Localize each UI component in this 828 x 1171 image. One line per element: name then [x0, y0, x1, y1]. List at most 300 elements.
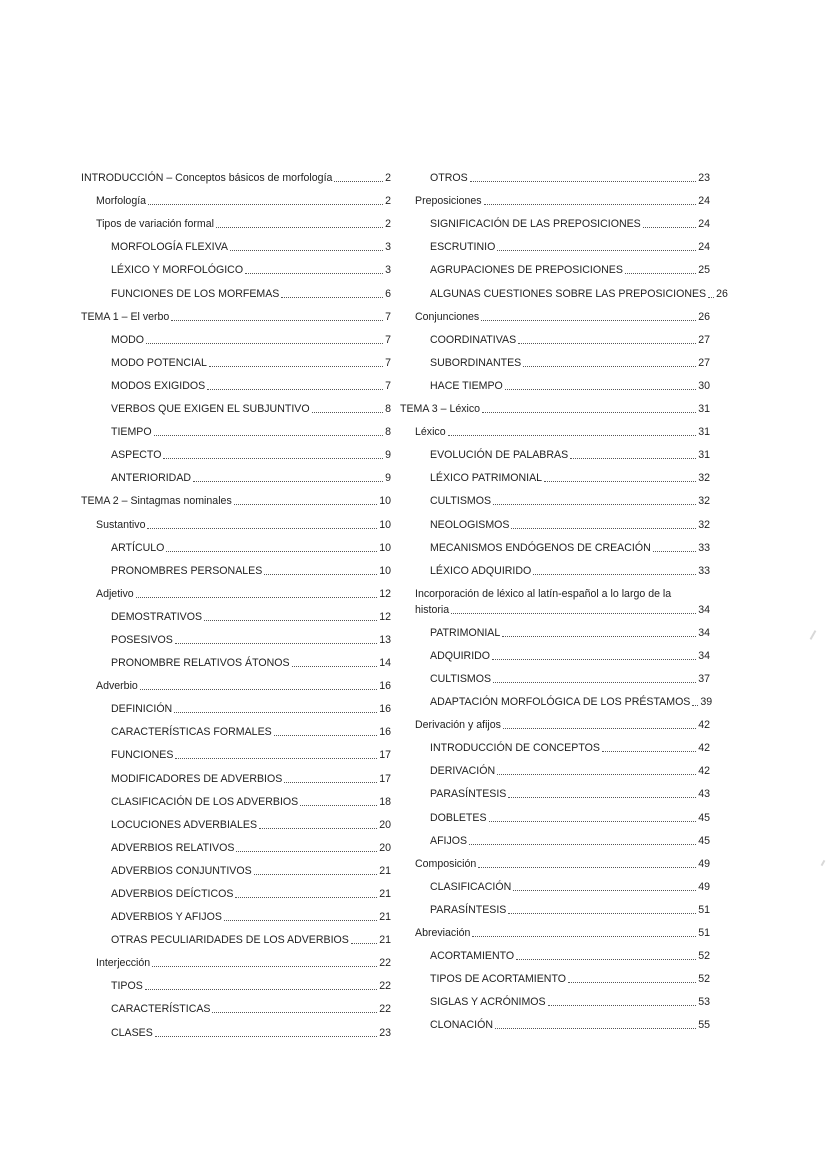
toc-page-number: 51: [698, 927, 710, 939]
toc-page-number: 33: [698, 541, 710, 554]
toc-page-number: 25: [698, 264, 710, 277]
dot-leader: [259, 827, 377, 829]
toc-page-number: 33: [698, 564, 710, 577]
toc-page-number: 14: [379, 657, 391, 670]
toc-entry-title: DOBLETES: [430, 811, 487, 824]
toc-entry[interactable]: [400, 277, 728, 300]
toc-entry-title: ACORTAMIENTO: [430, 950, 515, 963]
toc-page-number: 31: [698, 403, 710, 416]
toc-entry-title: ADAPTACIÓN MORFOLÓGICA DE LOS PRÉSTAMOS: [430, 696, 691, 709]
toc-entry[interactable]: [81, 439, 391, 462]
toc-page-number: 16: [379, 680, 391, 693]
toc-page-number: 31: [698, 426, 710, 439]
toc-page-number: 12: [379, 587, 391, 600]
toc-entry[interactable]: [81, 555, 391, 578]
toc-entry[interactable]: [81, 901, 391, 924]
toc-page-number: 30: [698, 379, 710, 392]
toc-page-number: 10: [379, 564, 391, 577]
toc-entry[interactable]: [81, 324, 391, 347]
toc-entry[interactable]: [81, 924, 391, 947]
toc-page-number: 2: [385, 195, 391, 208]
toc-entry[interactable]: [400, 231, 710, 254]
toc-page-number: 21: [379, 934, 391, 947]
toc-page-number: 23: [698, 172, 710, 185]
dot-leader: [146, 342, 383, 344]
toc-entry-title: MORFOLOGÍA FLEXIVA: [111, 241, 228, 254]
toc-entry[interactable]: [81, 670, 391, 693]
toc-page-number: 42: [698, 742, 710, 755]
toc-entry-title: PARASÍNTESIS: [430, 903, 507, 916]
dot-leader: [155, 1035, 377, 1037]
dot-leader: [166, 550, 377, 552]
toc-entry-title: HACE TIEMPO: [430, 379, 503, 392]
dot-leader: [175, 642, 377, 644]
toc-entry-title: Conjunciones: [415, 310, 480, 323]
toc-entry-title: SUBORDINANTES: [430, 356, 522, 369]
toc-entry[interactable]: [81, 393, 391, 416]
dot-leader: [653, 550, 696, 552]
dot-leader: [212, 1011, 377, 1013]
toc-page-number: 32: [698, 472, 710, 485]
toc-entry-title: Léxico: [415, 426, 446, 439]
toc-entry[interactable]: [81, 947, 391, 970]
toc-entry-title: PRONOMBRE RELATIVOS ÁTONOS: [111, 657, 290, 670]
dot-leader: [469, 843, 696, 845]
toc-entry-title: Incorporación de léxico al latín-español a lo largo de la: [415, 587, 672, 600]
toc-page-number: 16: [379, 703, 391, 716]
toc-entry[interactable]: [81, 416, 391, 439]
toc-entry-title: CULTISMOS: [430, 672, 492, 685]
toc-page-number: 18: [379, 795, 391, 808]
dot-leader: [216, 226, 383, 228]
toc-entry[interactable]: [400, 755, 710, 778]
toc-page-number: 51: [698, 903, 710, 916]
dot-leader: [470, 180, 697, 182]
toc-page-number: 21: [379, 888, 391, 900]
toc-right-column: [400, 162, 728, 1032]
toc-entry-title: MODOS EXIGIDOS: [111, 379, 206, 392]
toc-entry-title: ADVERBIOS Y AFIJOS: [111, 911, 222, 924]
toc-page-number: 22: [379, 980, 391, 993]
toc-entry-title: Tipos de variación formal: [96, 218, 214, 231]
toc-page-number: 8: [385, 403, 391, 416]
toc-entry[interactable]: [81, 254, 391, 277]
dot-leader: [508, 912, 696, 914]
toc-entry[interactable]: [81, 693, 391, 716]
toc-entry[interactable]: [400, 663, 710, 686]
dot-leader: [235, 896, 377, 898]
toc-page-number: 10: [379, 495, 391, 508]
toc-entry[interactable]: [400, 686, 713, 709]
dot-leader: [692, 704, 698, 706]
toc-page-number: 39: [700, 696, 713, 709]
toc-page-number: 13: [379, 633, 391, 646]
toc-page-number: 24: [698, 241, 710, 254]
toc-entry-title: TEMA 3 – Léxico: [400, 403, 481, 416]
dot-leader: [495, 1027, 696, 1029]
toc-entry-title: COORDINATIVAS: [430, 333, 517, 346]
toc-entry[interactable]: [400, 208, 710, 231]
dot-leader: [264, 573, 377, 575]
toc-page-number: 2: [385, 172, 391, 185]
toc-entry[interactable]: [400, 917, 710, 940]
toc-entry-title: TEMA 1 – El verbo: [81, 310, 170, 323]
toc-page-number: 42: [698, 765, 710, 778]
toc-page-number: 23: [379, 1026, 391, 1039]
toc-entry[interactable]: [81, 301, 391, 324]
toc-entry-title: SIGLAS Y ACRÓNIMOS: [430, 996, 546, 1009]
toc-entry-title: INTRODUCCIÓN – Conceptos básicos de morfología: [81, 172, 333, 185]
dot-leader: [497, 249, 696, 251]
toc-page-number: 6: [385, 287, 391, 300]
toc-entry[interactable]: [400, 963, 710, 986]
dot-leader: [482, 411, 696, 413]
toc-entry-title: CLONACIÓN: [430, 1019, 493, 1032]
toc-entry[interactable]: [400, 324, 710, 347]
toc-entry[interactable]: [400, 370, 710, 393]
toc-entry[interactable]: [400, 578, 710, 617]
toc-entry[interactable]: [81, 1016, 391, 1039]
toc-page-number: 45: [698, 834, 710, 847]
dot-leader: [516, 958, 696, 960]
dot-leader: [312, 411, 384, 413]
toc-entry[interactable]: [400, 301, 710, 324]
dot-leader: [643, 226, 696, 228]
toc-entry-title: Preposiciones: [415, 195, 482, 208]
dot-leader: [154, 434, 383, 436]
toc-entry[interactable]: [81, 485, 391, 508]
toc-entry[interactable]: [400, 508, 710, 531]
toc-entry-title: ESCRUTINIO: [430, 241, 496, 254]
toc-entry-title: MECANISMOS ENDÓGENOS DE CREACIÓN: [430, 541, 651, 554]
toc-entry[interactable]: [400, 347, 710, 370]
toc-page-number: 24: [698, 218, 710, 231]
toc-entry-title: CLASIFICACIÓN: [430, 880, 512, 893]
dot-leader: [224, 919, 377, 921]
toc-entry[interactable]: [81, 624, 391, 647]
toc-entry-title-continuation: [415, 604, 710, 617]
dot-leader: [300, 804, 377, 806]
scan-artifact: [821, 860, 826, 866]
toc-entry[interactable]: [81, 370, 391, 393]
toc-page-number: 52: [698, 973, 710, 986]
toc-entry[interactable]: [81, 647, 391, 670]
dot-leader: [148, 203, 383, 205]
toc-entry[interactable]: [400, 416, 710, 439]
toc-entry[interactable]: [400, 254, 710, 277]
toc-page-number: 55: [698, 1019, 710, 1032]
toc-entry[interactable]: [400, 555, 710, 578]
toc-page-number: 7: [385, 310, 391, 323]
dot-leader: [147, 527, 377, 529]
toc-entry[interactable]: [81, 786, 391, 809]
toc-entry[interactable]: [81, 162, 391, 185]
toc-entry-title: Interjección: [96, 957, 151, 970]
toc-entry[interactable]: [81, 462, 391, 485]
dot-leader: [245, 272, 383, 274]
toc-page-number: 27: [698, 333, 710, 346]
toc-entry[interactable]: [81, 185, 391, 208]
toc-entry-title: Derivación y afijos: [415, 719, 501, 732]
toc-entry[interactable]: [400, 532, 710, 555]
toc-page-number: 10: [379, 518, 391, 531]
toc-entry-title: Abreviación: [415, 927, 471, 939]
toc-entry-title: ADVERBIOS RELATIVOS: [111, 841, 235, 854]
toc-entry-title: TEMA 2 – Sintagmas nominales: [81, 495, 232, 508]
toc-page-number: 9: [385, 449, 391, 462]
toc-entry-title: TIEMPO: [111, 426, 152, 439]
toc-page-number: 49: [698, 857, 710, 870]
toc-page-number: 12: [379, 610, 391, 623]
toc-page-number: 22: [379, 1003, 391, 1016]
toc-page-number: 27: [698, 356, 710, 369]
dot-leader: [513, 889, 696, 891]
dot-leader: [523, 365, 696, 367]
toc-entry-title: NEOLOGISMOS: [430, 518, 510, 531]
dot-leader: [518, 342, 696, 344]
toc-entry-title: ADVERBIOS CONJUNTIVOS: [111, 864, 252, 877]
toc-page-number: 21: [379, 864, 391, 877]
toc-entry-title: AGRUPACIONES DE PREPOSICIONES: [430, 264, 623, 277]
toc-entry[interactable]: [400, 617, 710, 640]
toc-page-number: 22: [379, 957, 391, 970]
dot-leader: [497, 773, 696, 775]
toc-entry-title: CLASES: [111, 1026, 153, 1039]
toc-entry[interactable]: [81, 601, 391, 624]
dot-leader: [503, 727, 696, 729]
dot-leader: [481, 319, 696, 321]
toc-entry-title: Composición: [415, 857, 477, 870]
toc-page-number: 20: [379, 841, 391, 854]
toc-entry-title: CULTISMOS: [430, 495, 492, 508]
toc-entry-title: ANTERIORIDAD: [111, 472, 192, 485]
toc-left-column: [81, 162, 391, 1040]
toc-entry-title: EVOLUCIÓN DE PALABRAS: [430, 449, 569, 462]
dot-leader: [207, 388, 383, 390]
toc-entry[interactable]: [400, 894, 710, 917]
dot-leader: [625, 272, 696, 274]
toc-entry-title: PRONOMBRES PERSONALES: [111, 564, 263, 577]
dot-leader: [448, 434, 697, 436]
dot-leader: [478, 866, 696, 868]
toc-entry-title: LÉXICO Y MORFOLÓGICO: [111, 264, 244, 277]
toc-entry[interactable]: [400, 162, 710, 185]
toc-entry[interactable]: [400, 709, 710, 732]
dot-leader: [234, 503, 377, 505]
toc-entry-title: Morfología: [96, 195, 147, 208]
dot-leader: [708, 296, 714, 298]
toc-page-number: 26: [698, 310, 710, 323]
dot-leader: [493, 681, 696, 683]
toc-entry[interactable]: [400, 940, 710, 963]
toc-entry-title: VERBOS QUE EXIGEN EL SUBJUNTIVO: [111, 403, 310, 416]
toc-page-number: 7: [385, 356, 391, 369]
dot-leader: [230, 249, 383, 251]
toc-page-number: 7: [385, 333, 391, 346]
toc-page-number: 34: [698, 649, 710, 662]
toc-page-number: 3: [385, 264, 391, 277]
dot-leader: [204, 619, 377, 621]
toc-page-number: 43: [698, 788, 710, 801]
toc-entry-title: ADQUIRIDO: [430, 649, 491, 662]
toc-entry[interactable]: [81, 855, 391, 878]
toc-entry-title: DERIVACIÓN: [430, 765, 496, 778]
toc-entry-title: TIPOS: [111, 980, 143, 993]
toc-page-number: 53: [698, 996, 710, 1009]
dot-leader: [152, 965, 377, 967]
dot-leader: [508, 796, 696, 798]
toc-entry[interactable]: [81, 208, 391, 231]
toc-entry[interactable]: [400, 732, 710, 755]
toc-entry-title: ASPECTO: [111, 449, 162, 462]
dot-leader: [570, 457, 696, 459]
toc-entry-title: POSESIVOS: [111, 633, 173, 646]
dot-leader: [175, 757, 377, 759]
toc-page-number: 10: [379, 541, 391, 554]
toc-entry[interactable]: [400, 640, 710, 663]
dot-leader: [451, 612, 696, 614]
toc-entry[interactable]: [400, 778, 710, 801]
toc-entry[interactable]: [81, 809, 391, 832]
toc-entry-title: FUNCIONES: [111, 749, 174, 762]
toc-entry[interactable]: [81, 347, 391, 370]
toc-entry[interactable]: [81, 716, 391, 739]
dot-leader: [511, 527, 696, 529]
toc-page-number: 26: [716, 287, 728, 300]
toc-entry-title: Adjetivo: [96, 587, 134, 600]
toc-page-number: 31: [698, 449, 710, 462]
toc-entry[interactable]: [400, 848, 710, 871]
toc-entry-title: MODIFICADORES DE ADVERBIOS: [111, 772, 283, 785]
dot-leader: [140, 688, 377, 690]
dot-leader: [193, 480, 383, 482]
dot-leader: [281, 296, 383, 298]
toc-entry[interactable]: [81, 532, 391, 555]
dot-leader: [568, 981, 696, 983]
toc-entry-title: OTROS: [430, 172, 468, 185]
dot-leader: [292, 665, 378, 667]
toc-entry-title: Adverbio: [96, 680, 138, 693]
toc-entry-title: ALGUNAS CUESTIONES SOBRE LAS PREPOSICIONES: [430, 287, 707, 300]
toc-page-number: 8: [385, 426, 391, 439]
toc-entry-title: CLASIFICACIÓN DE LOS ADVERBIOS: [111, 795, 299, 808]
toc-entry[interactable]: [81, 970, 391, 993]
toc-entry[interactable]: [400, 986, 710, 1009]
toc-entry-title: CARACTERÍSTICAS FORMALES: [111, 726, 272, 739]
dot-leader: [548, 1004, 697, 1006]
toc-entry-title: LÉXICO PATRIMONIAL: [430, 472, 543, 485]
toc-page-number: 16: [379, 726, 391, 739]
dot-leader: [254, 873, 378, 875]
dot-leader: [334, 180, 383, 182]
toc-page-number: 3: [385, 241, 391, 254]
toc-entry-title: Sustantivo: [96, 518, 146, 531]
toc-entry[interactable]: [81, 508, 391, 531]
toc-entry[interactable]: [400, 1009, 710, 1032]
toc-page-number: 17: [379, 772, 391, 785]
toc-entry-title: LÉXICO ADQUIRIDO: [430, 564, 532, 577]
toc-entry-title: SIGNIFICACIÓN DE LAS PREPOSICIONES: [430, 218, 641, 231]
toc-entry[interactable]: [400, 801, 710, 824]
toc-page-number: 17: [379, 749, 391, 762]
dot-leader: [136, 596, 378, 598]
dot-leader: [602, 750, 696, 752]
dot-leader: [502, 635, 696, 637]
toc-entry[interactable]: [400, 393, 710, 416]
toc-entry[interactable]: [400, 871, 710, 894]
toc-page-number: 34: [698, 626, 710, 639]
toc-entry-title: LOCUCIONES ADVERBIALES: [111, 818, 258, 831]
toc-entry-title: TIPOS DE ACORTAMIENTO: [430, 973, 566, 986]
toc-entry-title: MODO POTENCIAL: [111, 356, 207, 369]
toc-page-number: 32: [698, 495, 710, 508]
dot-leader: [493, 503, 696, 505]
dot-leader: [284, 781, 377, 783]
dot-leader: [472, 935, 696, 937]
toc-page-number: 37: [698, 672, 710, 685]
toc-entry-title: PATRIMONIAL: [430, 626, 501, 639]
toc-page-number: 2: [385, 218, 391, 231]
toc-page-number: 24: [698, 195, 710, 208]
toc-entry-title: ADVERBIOS DEÍCTICOS: [111, 888, 234, 900]
toc-entry-title: FUNCIONES DE LOS MORFEMAS: [111, 287, 280, 300]
toc-page-number: 42: [698, 719, 710, 732]
toc-page-number: 7: [385, 379, 391, 392]
toc-page-number: 49: [698, 880, 710, 893]
dot-leader: [171, 319, 383, 321]
toc-entry[interactable]: [400, 462, 710, 485]
toc-entry-title: PARASÍNTESIS: [430, 788, 507, 801]
dot-leader: [163, 457, 383, 459]
dot-leader: [492, 658, 696, 660]
dot-leader: [351, 942, 377, 944]
toc-page-number: 32: [698, 518, 710, 531]
toc-entry[interactable]: [81, 878, 391, 901]
toc-page-number: 21: [379, 911, 391, 924]
toc-entry[interactable]: [81, 578, 391, 601]
toc-entry-title: ARTÍCULO: [111, 541, 165, 554]
toc-entry[interactable]: [81, 739, 391, 762]
toc-entry-title-cont-text: historia: [415, 603, 450, 616]
dot-leader: [145, 988, 377, 990]
toc-page-number: 20: [379, 818, 391, 831]
toc-entry[interactable]: [81, 993, 391, 1016]
toc-entry[interactable]: [81, 231, 391, 254]
toc-entry-title: AFIJOS: [430, 834, 468, 847]
dot-leader: [505, 388, 696, 390]
toc-entry-title: DEFINICIÓN: [111, 703, 173, 716]
dot-leader: [533, 573, 696, 575]
toc-entry-title: INTRODUCCIÓN DE CONCEPTOS: [430, 742, 600, 755]
toc-entry[interactable]: [81, 832, 391, 855]
toc-entry[interactable]: [400, 439, 710, 462]
toc-page-number: 9: [385, 472, 391, 485]
dot-leader: [489, 820, 697, 822]
toc-entry[interactable]: [400, 185, 710, 208]
toc-page-number: 34: [698, 603, 710, 616]
dot-leader: [209, 365, 383, 367]
toc-entry-title: DEMOSTRATIVOS: [111, 610, 203, 623]
toc-page-number: 52: [698, 950, 710, 963]
dot-leader: [274, 734, 378, 736]
toc-entry[interactable]: [81, 762, 391, 785]
dot-leader: [174, 711, 377, 713]
toc-entry[interactable]: [400, 485, 710, 508]
dot-leader: [236, 850, 377, 852]
dot-leader: [484, 203, 697, 205]
toc-entry[interactable]: [81, 277, 391, 300]
toc-entry[interactable]: [400, 825, 710, 848]
